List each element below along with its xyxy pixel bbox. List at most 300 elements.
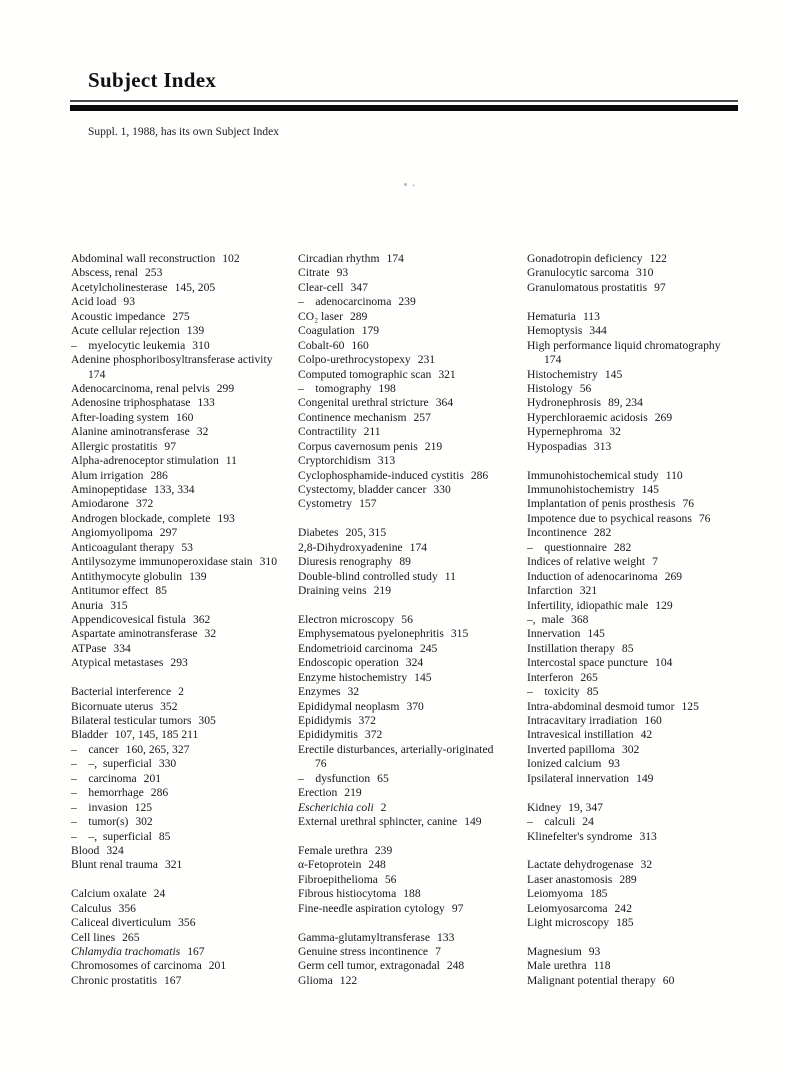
index-entry: [71, 743, 298, 757]
index-pages: 188: [403, 887, 421, 901]
index-spacer: [71, 671, 298, 685]
index-entry: [527, 757, 775, 771]
index-pages: 302: [621, 742, 640, 756]
index-pages: 245: [419, 641, 438, 655]
index-spacer: [298, 599, 527, 613]
index-entry: [298, 945, 527, 959]
index-entry: [298, 728, 527, 742]
index-term: Epididymis: [298, 714, 352, 727]
index-pages: 310: [636, 266, 654, 280]
index-pages: 167: [187, 945, 205, 958]
index-pages: 93: [608, 757, 620, 771]
index-term: ATPase: [71, 641, 107, 655]
index-entry: [71, 757, 298, 771]
index-pages: 145: [604, 367, 623, 381]
index-entry: [71, 584, 298, 598]
index-pages: 201: [208, 959, 227, 973]
index-term: Cystectomy, bladder cancer: [298, 483, 427, 496]
index-pages: 113: [582, 309, 600, 323]
index-term: – –, superficial: [71, 829, 152, 843]
index-term: Chlamydia trachomatis: [71, 945, 181, 958]
index-entry: [71, 931, 298, 945]
index-pages: 321: [164, 858, 183, 872]
index-term: Alpha-adrenoceptor stimulation: [71, 454, 219, 468]
index-term: Acoustic impedance: [71, 309, 166, 323]
index-pages: 310: [192, 338, 210, 352]
index-pages: 239: [374, 843, 393, 857]
index-entry: [527, 555, 775, 569]
index-term: Immunohistochemistry: [527, 483, 635, 496]
index-pages: 160: [175, 410, 194, 424]
index-pages: 248: [446, 959, 465, 973]
index-entry: [71, 411, 298, 425]
index-entry: [527, 714, 775, 728]
index-term: Continence mechanism: [298, 410, 407, 424]
index-pages: 364: [435, 396, 454, 410]
index-entry: [71, 627, 298, 641]
index-entry: [527, 324, 775, 338]
index-entry: [298, 497, 527, 511]
index-term: Instillation therapy: [527, 641, 615, 655]
index-term: – –, superficial: [71, 757, 152, 771]
index-term: External urethral sphincter, canine: [298, 815, 458, 829]
index-spacer: [298, 916, 527, 930]
index-pages: 2: [178, 685, 184, 699]
index-term: Leiomyosarcoma: [527, 901, 608, 915]
index-term: Laser anastomosis: [527, 872, 613, 886]
index-pages: 32: [347, 685, 360, 699]
index-term: Glioma: [298, 973, 333, 987]
index-pages: 133: [437, 930, 455, 944]
index-term: Amiodarone: [71, 497, 129, 511]
index-entry: [527, 368, 775, 382]
index-entry: [527, 281, 775, 295]
index-entry: [71, 613, 298, 627]
index-pages: 330: [158, 757, 177, 771]
index-pages: 125: [134, 800, 153, 814]
index-entry: [527, 425, 775, 439]
index-entry: [71, 324, 298, 338]
index-entry: [71, 497, 298, 511]
index-term: Induction of adenocarinoma: [527, 569, 658, 583]
index-term: Adenosine triphosphatase: [71, 396, 191, 410]
index-term: Escherichia coli: [298, 800, 374, 814]
index-pages: 160: [351, 338, 369, 352]
index-term: Antithymocyte globulin: [71, 569, 183, 583]
index-pages: 160, 265, 327: [125, 742, 190, 756]
index-pages: 370: [406, 699, 424, 713]
index-term: Endoscopic operation: [298, 656, 399, 670]
index-term: Impotence due to psychical reasons: [527, 511, 692, 525]
index-pages: 282: [613, 540, 632, 554]
index-term: Citrate: [298, 266, 330, 280]
index-entry: [527, 728, 775, 742]
index-term: – calculi: [527, 815, 576, 829]
index-entry: [71, 858, 298, 872]
index-entry: [527, 858, 775, 872]
index-pages: 313: [593, 439, 612, 453]
index-term: Implantation of penis prosthesis: [527, 497, 676, 511]
index-term: Circadian rhythm: [298, 252, 380, 265]
index-pages: 133, 334: [154, 483, 195, 496]
index-entry: [527, 411, 775, 425]
index-entry: [527, 526, 775, 540]
index-pages: 289: [349, 309, 368, 323]
index-entry: [71, 786, 298, 800]
index-pages: 310: [259, 555, 277, 569]
index-pages: 107, 145, 185 211: [114, 728, 199, 742]
index-entry: [71, 469, 298, 483]
index-term: Anticoagulant therapy: [71, 540, 175, 554]
index-entry: [298, 324, 527, 338]
index-pages: 179: [361, 324, 380, 338]
index-term: Anuria: [71, 598, 104, 612]
index-pages: 305: [198, 714, 216, 727]
index-pages: 2: [380, 800, 387, 814]
index-entry: [71, 844, 298, 858]
index-entry: [527, 743, 775, 757]
index-pages: 56: [401, 612, 413, 626]
index-entry: [298, 584, 527, 598]
index-entry: [298, 295, 527, 309]
index-term: Male urethra: [527, 959, 587, 973]
index-pages: 211: [363, 425, 381, 439]
index-term: 2,8-Dihydroxyadenine: [298, 540, 403, 554]
index-entry: [527, 570, 775, 584]
index-term: Draining veins: [298, 584, 367, 598]
index-spacer: [527, 454, 775, 468]
index-pages: 110: [665, 468, 683, 482]
index-entry: [71, 368, 298, 382]
index-term: Granulocytic sarcoma: [527, 266, 630, 280]
index-term: Gamma-glutamyltransferase: [298, 930, 430, 944]
index-term: Double-blind controlled study: [298, 569, 438, 583]
index-term: Cystometry: [298, 497, 353, 511]
index-pages: 125: [681, 699, 699, 713]
index-pages: 185: [616, 916, 634, 930]
index-term: Diabetes: [298, 526, 339, 540]
index-entry: [527, 959, 775, 973]
index-pages: 286: [150, 786, 169, 800]
index-pages: 145: [641, 483, 659, 496]
index-entry: [527, 685, 775, 699]
index-term: – adenocarcinoma: [298, 295, 392, 309]
index-pages: 104: [655, 656, 673, 670]
index-entry: [298, 772, 527, 786]
index-pages: 160: [644, 714, 662, 727]
index-entry: [71, 685, 298, 699]
index-entry: [298, 627, 527, 641]
index-spacer: [298, 830, 527, 844]
index-entry: [71, 295, 298, 309]
index-entry: [71, 266, 298, 280]
index-term: Coagulation: [298, 324, 355, 338]
index-entry: [71, 728, 298, 742]
index-entry: [71, 656, 298, 670]
index-pages: 372: [358, 714, 376, 727]
index-pages: 24: [153, 887, 166, 901]
index-entry: [298, 844, 527, 858]
index-pages: 302: [135, 815, 153, 829]
index-term: Bacterial interference: [71, 685, 172, 699]
index-pages: 299: [216, 381, 235, 395]
index-entry: [71, 440, 298, 454]
index-entry: [298, 339, 527, 353]
index-pages: 7: [652, 555, 658, 569]
index-term: Diuresis renography: [298, 555, 393, 569]
index-entry: [527, 656, 775, 670]
index-term: Innervation: [527, 627, 581, 641]
index-entry: [298, 469, 527, 483]
index-term: Light microscopy: [527, 916, 610, 930]
index-term: Inverted papilloma: [527, 742, 615, 756]
index-term: Calcium oxalate: [71, 887, 147, 901]
index-entry: [71, 642, 298, 656]
index-entry: [298, 714, 527, 728]
index-term: 174: [544, 353, 562, 367]
index-entry: [298, 902, 527, 916]
index-pages: 324: [405, 656, 424, 670]
index-term: Antilysozyme immunoperoxidase stain: [71, 555, 253, 569]
index-entry: [527, 440, 775, 454]
index-pages: 352: [160, 699, 178, 713]
index-term: Acetylcholinesterase: [71, 280, 168, 294]
index-pages: 286: [150, 468, 168, 482]
index-entry: [71, 526, 298, 540]
index-entry: [298, 541, 527, 555]
index-term: Erectile disturbances, arterially-originated: [298, 742, 494, 756]
index-term: Abscess, renal: [71, 266, 138, 280]
index-entry: [71, 425, 298, 439]
title-rule-thick: [70, 105, 738, 111]
index-term: Blunt renal trauma: [71, 858, 158, 872]
index-pages: 286: [470, 468, 489, 482]
index-pages: 275: [172, 309, 190, 323]
index-pages: 97: [654, 280, 666, 294]
index-term: Appendicovesical fistula: [71, 612, 186, 626]
index-term: Bladder: [71, 728, 108, 742]
index-pages: 56: [579, 381, 592, 395]
index-pages: 324: [106, 843, 124, 857]
index-pages: 139: [186, 324, 205, 338]
index-pages: 219: [424, 439, 443, 453]
index-pages: 102: [222, 252, 240, 265]
index-entry: [298, 252, 527, 266]
index-pages: 198: [378, 381, 396, 395]
index-term: Allergic prostatitis: [71, 439, 158, 453]
index-term: – carcinoma: [71, 771, 137, 785]
index-pages: 293: [170, 656, 188, 670]
index-pages: 85: [155, 584, 167, 598]
index-entry: [298, 353, 527, 367]
index-term: Ipsilateral innervation: [527, 771, 630, 785]
index-term: – tumor(s): [71, 815, 129, 829]
index-pages: 76: [698, 511, 711, 525]
index-pages: 289: [619, 872, 637, 886]
index-entry: [298, 613, 527, 627]
index-term: CO₂ laser: [298, 309, 343, 323]
index-entry: [298, 368, 527, 382]
index-entry: [298, 671, 527, 685]
index-term: Hemoptysis: [527, 324, 583, 338]
index-entry: [298, 266, 527, 280]
index-pages: 118: [593, 959, 611, 973]
index-entry: [527, 396, 775, 410]
index-term: –, male: [527, 612, 565, 626]
index-entry: [298, 440, 527, 454]
index-term: Aminopeptidase: [71, 483, 147, 496]
index-term: Androgen blockade, complete: [71, 511, 211, 525]
index-pages: 313: [639, 829, 657, 843]
index-term: Enzymes: [298, 685, 341, 699]
index-pages: 269: [664, 569, 683, 583]
index-entry: [527, 497, 775, 511]
index-pages: 347: [350, 280, 368, 294]
index-entry: [298, 858, 527, 872]
index-term: Fibrous histiocytoma: [298, 887, 397, 901]
index-pages: 24: [582, 815, 594, 829]
index-pages: 93: [336, 266, 349, 280]
index-pages: 145, 205: [174, 280, 216, 294]
index-spacer: [527, 844, 775, 858]
index-pages: 265: [122, 930, 140, 944]
index-term: Calculus: [71, 901, 112, 915]
index-entry: [527, 815, 775, 829]
index-pages: 174: [386, 252, 404, 265]
index-entry: [71, 454, 298, 468]
index-entry: [298, 281, 527, 295]
index-term: – tomography: [298, 381, 372, 395]
index-term: Cell lines: [71, 930, 116, 944]
index-entry: [298, 974, 527, 988]
index-entry: [71, 310, 298, 324]
index-term: Fine-needle aspiration cytology: [298, 901, 445, 915]
index-pages: 157: [359, 497, 377, 511]
index-pages: 315: [110, 598, 128, 612]
index-entry: [71, 339, 298, 353]
index-column-2: [298, 252, 527, 988]
index-term: Adenocarcinoma, renal pelvis: [71, 381, 210, 395]
index-term: Intercostal space puncture: [527, 656, 649, 670]
title-rule-thin: [70, 100, 738, 102]
index-term: Contractility: [298, 425, 357, 439]
index-entry: [527, 310, 775, 324]
index-pages: 174: [409, 540, 428, 554]
index-pages: 89: [399, 555, 411, 569]
index-pages: 315: [450, 627, 469, 641]
index-entry: [71, 570, 298, 584]
index-entry: [71, 974, 298, 988]
index-columns: [71, 252, 781, 988]
index-entry: [298, 310, 527, 324]
index-term: Infarction: [527, 584, 573, 598]
index-pages: 32: [640, 858, 653, 872]
index-term: Aspartate aminotransferase: [71, 627, 198, 641]
page-title: Subject Index: [88, 68, 217, 92]
scan-artifact: [404, 183, 407, 186]
index-entry: [527, 266, 775, 280]
index-entry: [71, 555, 298, 569]
index-column-3: [527, 252, 775, 988]
index-entry: [527, 382, 775, 396]
index-entry: [527, 772, 775, 786]
index-term: Corpus cavernosum penis: [298, 439, 418, 453]
index-entry: [71, 714, 298, 728]
index-entry: [298, 555, 527, 569]
index-pages: 334: [113, 641, 131, 655]
index-pages: 239: [398, 295, 416, 309]
index-entry: [71, 902, 298, 916]
index-entry: [527, 873, 775, 887]
index-pages: 76: [682, 497, 695, 511]
index-pages: 122: [649, 252, 667, 265]
index-term: Intravesical instillation: [527, 728, 634, 742]
index-entry: [527, 483, 775, 497]
index-entry: [298, 396, 527, 410]
index-pages: 368: [571, 612, 589, 626]
index-entry: [298, 382, 527, 396]
index-term: Intracavitary irradiation: [527, 714, 638, 727]
index-term: Computed tomographic scan: [298, 367, 432, 381]
index-entry: [298, 483, 527, 497]
index-entry: [298, 743, 527, 757]
index-term: Acute cellular rejection: [71, 324, 180, 338]
index-entry: [527, 916, 775, 930]
index-pages: 372: [135, 497, 154, 511]
index-entry: [527, 642, 775, 656]
index-term: Angiomyolipoma: [71, 526, 153, 540]
index-entry: [527, 599, 775, 613]
index-pages: 201: [143, 771, 162, 785]
index-term: Cryptorchidism: [298, 454, 371, 468]
index-entry: [527, 469, 775, 483]
index-pages: 7: [435, 945, 441, 958]
index-term: Germ cell tumor, extragonadal: [298, 959, 440, 973]
index-entry: [298, 757, 527, 771]
index-spacer: [527, 295, 775, 309]
index-pages: 97: [451, 901, 464, 915]
index-pages: 32: [609, 425, 621, 439]
index-pages: 219: [373, 584, 391, 598]
index-term: Caliceal diverticulum: [71, 916, 172, 930]
index-pages: 344: [589, 324, 607, 338]
index-pages: 145: [587, 627, 605, 641]
index-pages: 149: [636, 771, 654, 785]
index-term: Kidney: [527, 800, 562, 814]
index-term: Granulomatous prostatitis: [527, 280, 648, 294]
index-term: Abdominal wall reconstruction: [71, 252, 216, 265]
index-entry: [527, 252, 775, 266]
index-term: Hematuria: [527, 309, 576, 323]
index-entry: [298, 411, 527, 425]
index-term: Ionized calcium: [527, 757, 602, 771]
index-entry: [71, 599, 298, 613]
index-spacer: [527, 786, 775, 800]
index-term: – myelocytic leukemia: [71, 338, 186, 352]
index-term: Interferon: [527, 670, 574, 684]
index-term: Colpo-urethrocystopexy: [298, 353, 411, 367]
index-pages: 205, 315: [345, 526, 387, 540]
index-pages: 32: [196, 425, 209, 439]
index-term: Chronic prostatitis: [71, 973, 157, 987]
index-term: Hypernephroma: [527, 425, 603, 439]
index-pages: 129: [655, 598, 673, 612]
index-entry: [527, 830, 775, 844]
index-term: – questionnaire: [527, 540, 607, 554]
index-pages: 330: [433, 483, 451, 496]
index-entry: [298, 642, 527, 656]
index-entry: [527, 671, 775, 685]
